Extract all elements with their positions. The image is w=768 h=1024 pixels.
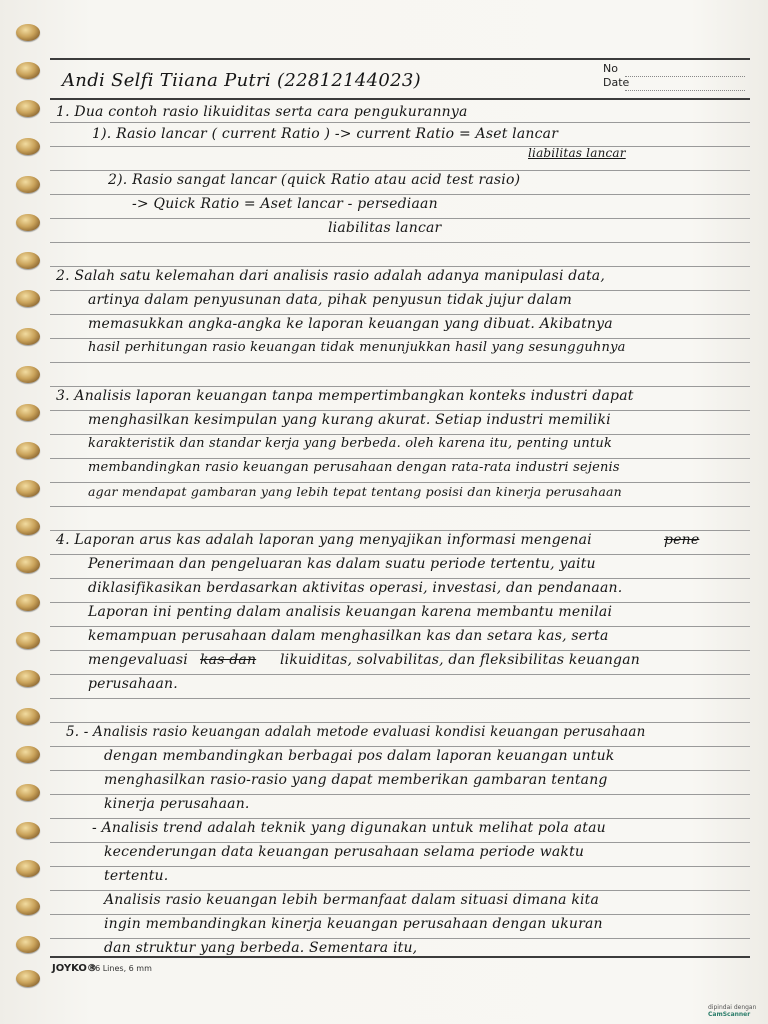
q4-line: likuiditas, solvabilitas, dan fleksibilitas keuangan bbox=[280, 652, 640, 668]
q5-line: kinerja perusahaan. bbox=[104, 796, 250, 812]
q3-line: agar mendapat gambaran yang lebih tepat tentang posisi dan kinerja perusahaan bbox=[88, 484, 622, 499]
binding-ring bbox=[16, 366, 40, 383]
q5-line: 5. - Analisis rasio keuangan adalah metode evaluasi kondisi keuangan perusahaan bbox=[66, 724, 646, 740]
binding-ring bbox=[16, 290, 40, 307]
q4-line: diklasifikasikan berdasarkan aktivitas operasi, investasi, dan pendanaan. bbox=[88, 580, 623, 596]
q4-line: 4. Laporan arus kas adalah laporan yang menyajikan informasi mengenai bbox=[56, 532, 592, 548]
joyko-brand: JOYKO® bbox=[52, 963, 97, 974]
q3-line: 3. Analisis laporan keuangan tanpa mempertimbangkan konteks industri dapat bbox=[56, 388, 634, 404]
binding-ring bbox=[16, 632, 40, 649]
q2-line: hasil perhitungan rasio keuangan tidak menunjukkan hasil yang sesungguhnya bbox=[88, 340, 626, 355]
binding-ring bbox=[16, 176, 40, 193]
q1-quick-ratio: 2). Rasio sangat lancar (quick Ratio atau acid test rasio) bbox=[108, 172, 521, 188]
binding-ring bbox=[16, 594, 40, 611]
rule bbox=[50, 914, 750, 915]
page-header bbox=[50, 58, 750, 96]
rule bbox=[50, 314, 750, 315]
rule bbox=[50, 242, 750, 243]
binding-ring bbox=[16, 328, 40, 345]
binding-ring bbox=[16, 480, 40, 497]
q4-line: perusahaan. bbox=[88, 676, 178, 692]
rule bbox=[50, 290, 750, 291]
rule bbox=[50, 338, 750, 339]
binding-ring bbox=[16, 708, 40, 725]
q5-line: dan struktur yang berbeda. Sementara itu, bbox=[104, 940, 418, 956]
rule bbox=[50, 698, 750, 699]
rule bbox=[50, 122, 750, 123]
rule bbox=[50, 266, 750, 267]
q5-line: ingin membandingkan kinerja keuangan perusahaan dengan ukuran bbox=[104, 916, 603, 932]
rule bbox=[50, 146, 750, 147]
q5-line: tertentu. bbox=[104, 868, 169, 884]
q3-line: membandingkan rasio keuangan perusahaan dengan rata-rata industri sejenis bbox=[88, 460, 620, 475]
binding-ring bbox=[16, 24, 40, 41]
binding-ring bbox=[16, 860, 40, 877]
binding-ring bbox=[16, 252, 40, 269]
rule bbox=[50, 938, 750, 939]
q1-quick-ratio-formula: -> Quick Ratio = Aset lancar - persediaan bbox=[132, 196, 438, 212]
binding-ring bbox=[16, 898, 40, 915]
q1-current-ratio: 1). Rasio lancar ( current Ratio ) -> current Ratio = Aset lancar bbox=[92, 126, 559, 142]
q2-line: artinya dalam penyusunan data, pihak penyusun tidak jujur dalam bbox=[88, 292, 572, 308]
notebook-spec: 36 Lines, 6 mm bbox=[90, 964, 152, 973]
student-name: Andi Selfi Tiiana Putri (22812144023) bbox=[62, 70, 421, 91]
q3-line: karakteristik dan standar kerja yang berbeda. oleh karena itu, penting untuk bbox=[88, 436, 613, 451]
rule bbox=[50, 626, 750, 627]
rule bbox=[50, 554, 750, 555]
q1-heading: 1. Dua contoh rasio likuiditas serta cara pengukurannya bbox=[56, 104, 468, 120]
q5-line: kecenderungan data keuangan perusahaan selama periode waktu bbox=[104, 844, 585, 860]
rule bbox=[50, 578, 750, 579]
binding-ring bbox=[16, 404, 40, 421]
binding-ring bbox=[16, 784, 40, 801]
q1-current-ratio-denominator: liabilitas lancar bbox=[528, 146, 626, 160]
binding-ring bbox=[16, 556, 40, 573]
binding-ring bbox=[16, 442, 40, 459]
scanner-app-name: CamScanner bbox=[708, 1011, 751, 1018]
binding-ring bbox=[16, 518, 40, 535]
rule bbox=[50, 386, 750, 387]
rule bbox=[50, 794, 750, 795]
rule bbox=[50, 674, 750, 675]
rule bbox=[50, 218, 750, 219]
q4-strikethrough: pene bbox=[664, 532, 700, 548]
rule bbox=[50, 746, 750, 747]
binding-ring bbox=[16, 100, 40, 117]
binding-ring bbox=[16, 970, 40, 987]
rule bbox=[50, 194, 750, 195]
q4-line: kemampuan perusahaan dalam menghasilkan kas dan setara kas, serta bbox=[88, 628, 609, 644]
rule bbox=[50, 506, 750, 507]
rule bbox=[50, 530, 750, 531]
rule bbox=[50, 602, 750, 603]
binding-ring bbox=[16, 62, 40, 79]
q4-strikethrough: kas dan bbox=[200, 652, 257, 668]
q5-line: Analisis rasio keuangan lebih bermanfaat dalam situasi dimana kita bbox=[104, 892, 600, 908]
rule bbox=[50, 842, 750, 843]
q4-line: Laporan ini penting dalam analisis keuangan karena membantu menilai bbox=[88, 604, 613, 620]
bottom-rule bbox=[50, 956, 750, 958]
rule bbox=[50, 434, 750, 435]
q5-line: dengan membandingkan berbagai pos dalam laporan keuangan untuk bbox=[104, 748, 615, 764]
rule bbox=[50, 770, 750, 771]
no-dotted-line bbox=[625, 76, 745, 77]
spiral-binding bbox=[8, 0, 48, 1000]
date-dotted-line bbox=[625, 90, 745, 91]
rule bbox=[50, 650, 750, 651]
binding-ring bbox=[16, 214, 40, 231]
rule bbox=[50, 818, 750, 819]
binding-ring bbox=[16, 822, 40, 839]
rule bbox=[50, 458, 750, 459]
rule bbox=[50, 890, 750, 891]
binding-ring bbox=[16, 138, 40, 155]
q2-line: 2. Salah satu kelemahan dari analisis rasio adalah adanya manipulasi data, bbox=[56, 268, 606, 284]
rule bbox=[50, 866, 750, 867]
header-rule bbox=[50, 98, 750, 100]
q5-line: - Analisis trend adalah teknik yang digunakan untuk melihat pola atau bbox=[92, 820, 606, 836]
no-label: No bbox=[603, 62, 618, 75]
q5-line: menghasilkan rasio-rasio yang dapat memberikan gambaran tentang bbox=[104, 772, 608, 788]
rule bbox=[50, 362, 750, 363]
rule bbox=[50, 170, 750, 171]
q4-line: Penerimaan dan pengeluaran kas dalam suatu periode tertentu, yaitu bbox=[88, 556, 596, 572]
date-label: Date bbox=[603, 76, 630, 89]
rule bbox=[50, 722, 750, 723]
scanner-watermark bbox=[708, 1004, 756, 1018]
q2-line: memasukkan angka-angka ke laporan keuangan yang dibuat. Akibatnya bbox=[88, 316, 613, 332]
rule bbox=[50, 482, 750, 483]
rule bbox=[50, 410, 750, 411]
binding-ring bbox=[16, 670, 40, 687]
q3-line: menghasilkan kesimpulan yang kurang akurat. Setiap industri memiliki bbox=[88, 412, 611, 428]
binding-ring bbox=[16, 936, 40, 953]
scanner-caption: dipindai dengan bbox=[708, 1004, 757, 1011]
binding-ring bbox=[16, 746, 40, 763]
q4-line: mengevaluasi bbox=[88, 652, 188, 668]
q1-quick-ratio-denominator: liabilitas lancar bbox=[328, 220, 442, 236]
